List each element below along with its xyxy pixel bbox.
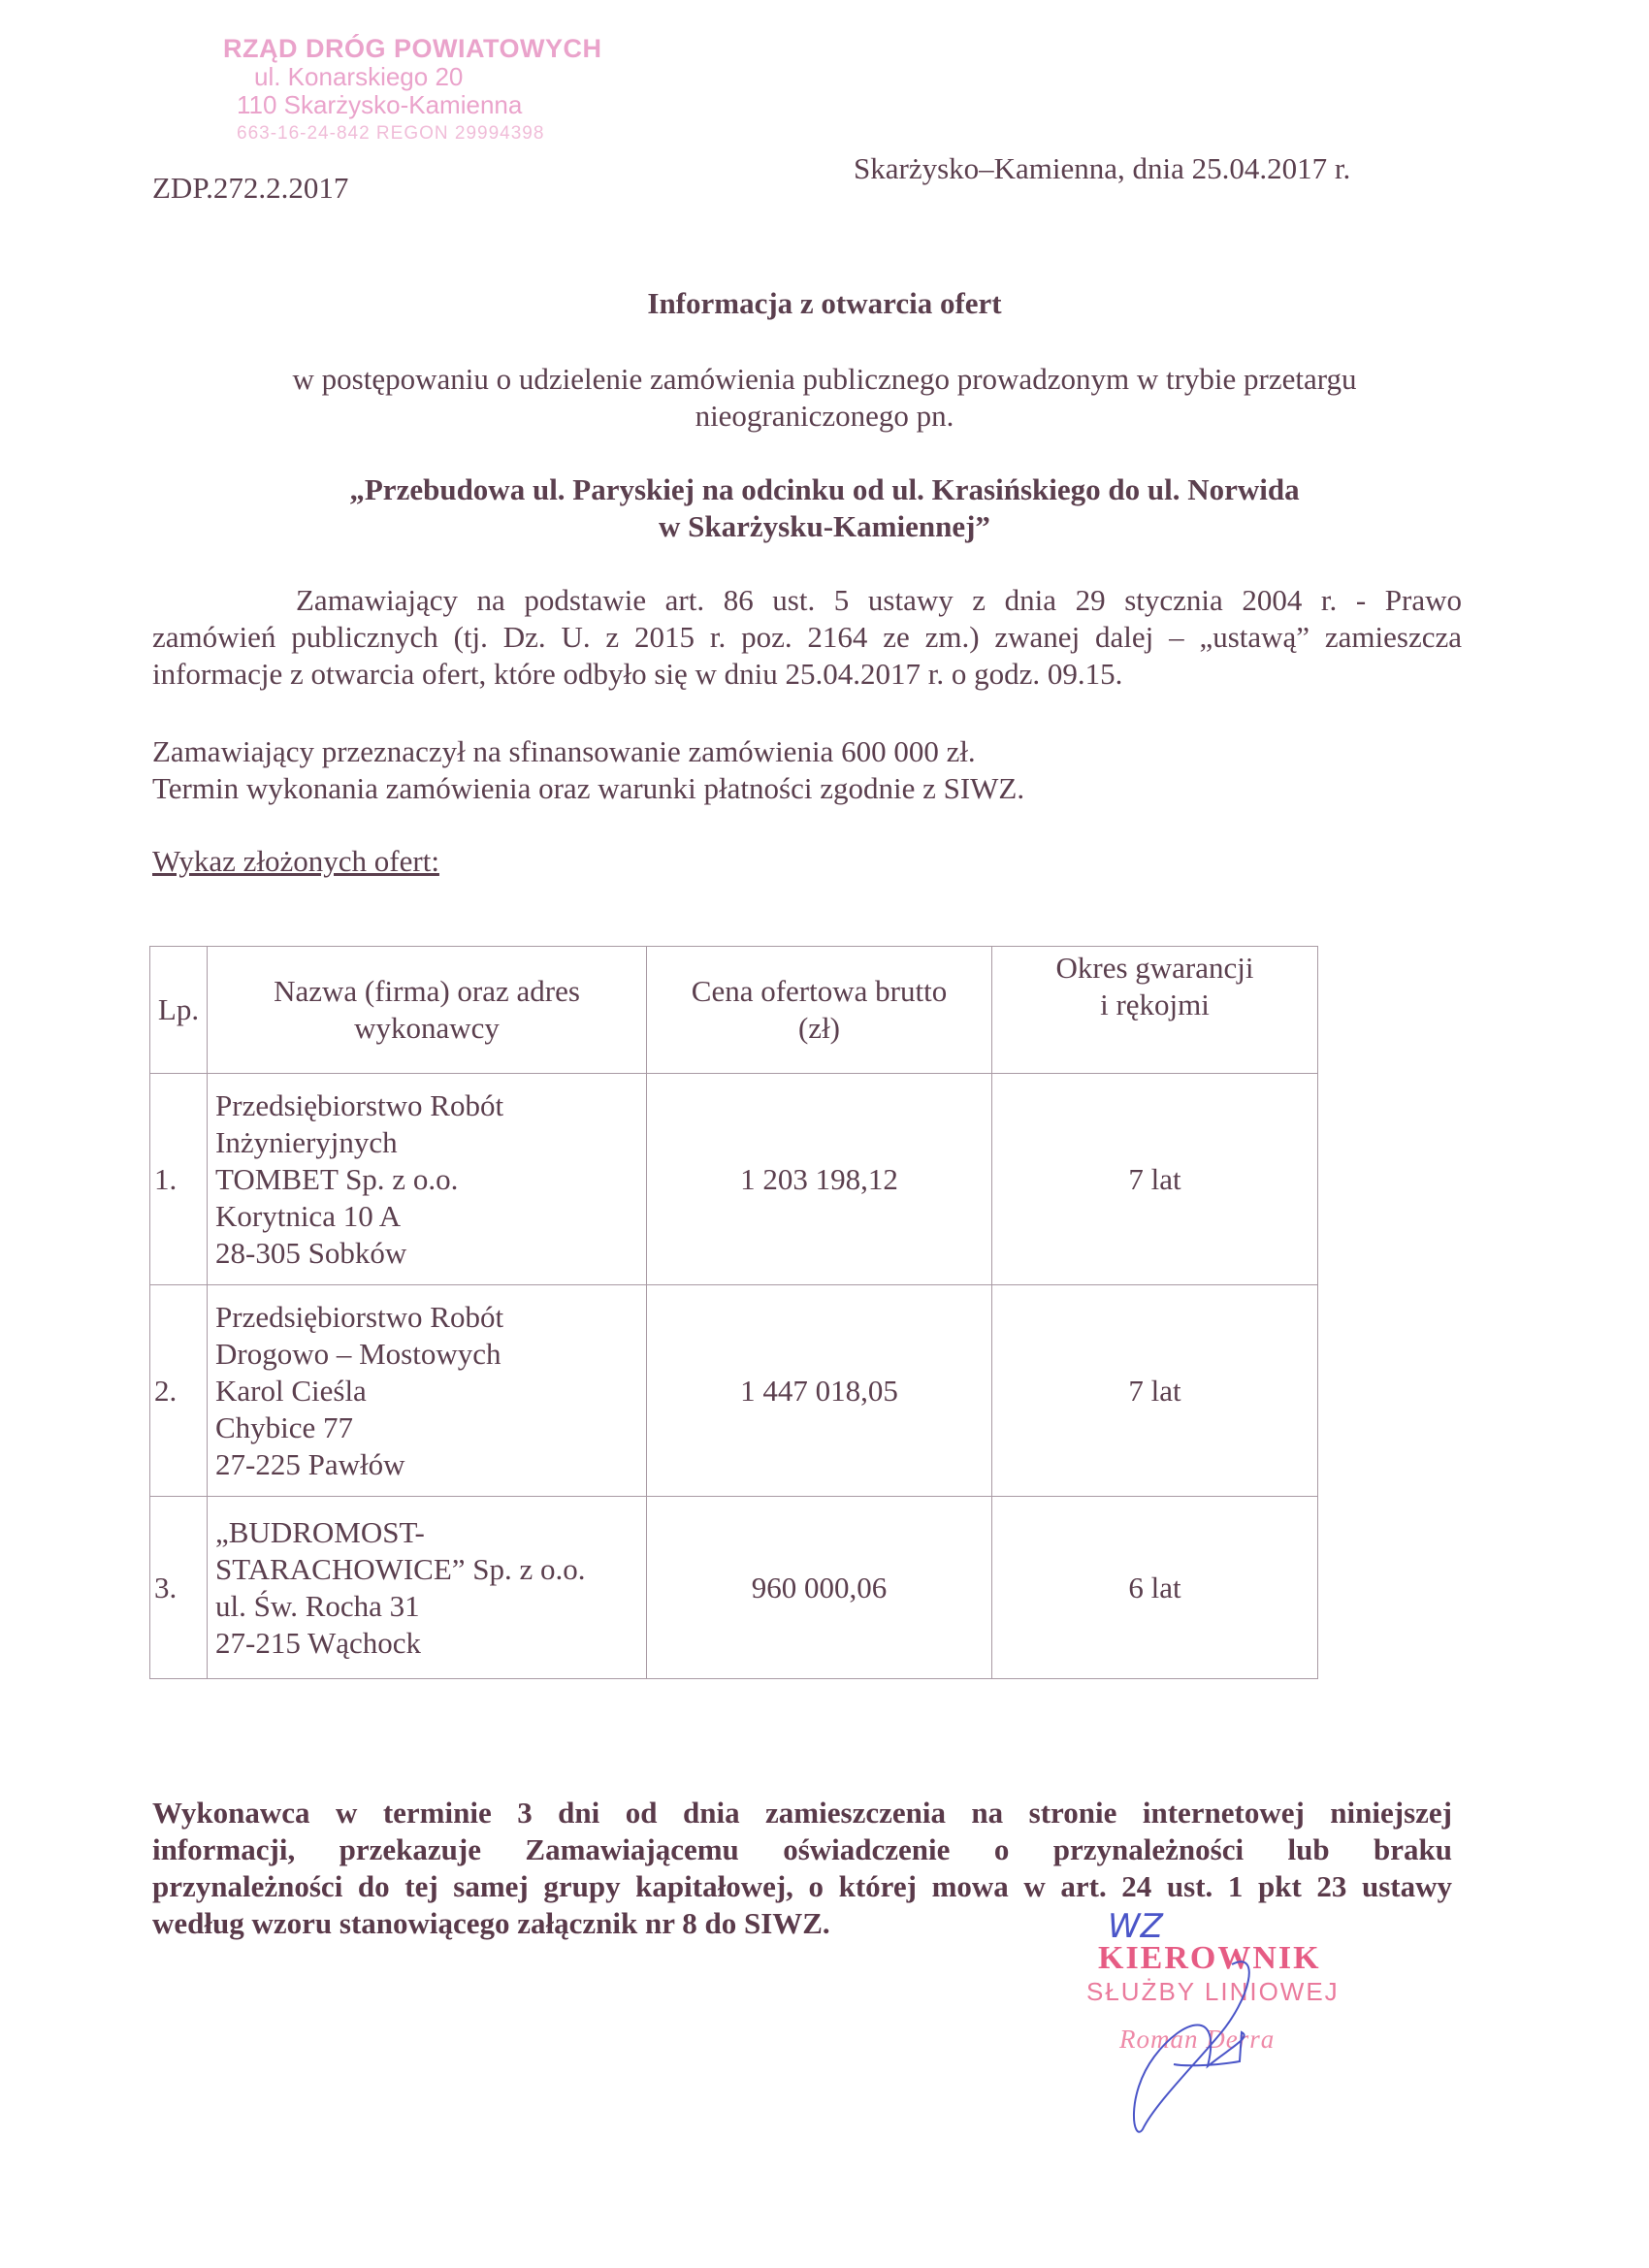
intro-line-2: zamówień publicznych (tj. Dz. U. z 2015 r. poz. 2164 ze zm.) zwanej dalej – „ustawą” zamieszcza: [152, 620, 1462, 654]
contractor-line: 27-225 Pawłów: [215, 1446, 405, 1481]
row-warranty: 6 lat: [992, 1497, 1318, 1679]
project-name-line-2: w Skarżysku-Kamiennej”: [659, 509, 990, 543]
row-lp: 2.: [150, 1285, 208, 1497]
contractor-line: ul. Św. Rocha 31: [215, 1588, 420, 1623]
row-contractor: [208, 1074, 647, 1285]
contractor-line: Drogowo – Mostowych: [215, 1336, 501, 1371]
notice-line-1: Wykonawca w terminie 3 dni od dnia zamieszczenia na stronie internetowej niniejszej: [152, 1796, 1452, 1830]
document-reference: ZDP.272.2.2017: [152, 171, 349, 205]
header-warranty-line-1: Okres gwarancji: [1055, 951, 1254, 985]
intro-paragraph: [152, 582, 1462, 693]
stamp-street: ul. Konarskiego 20: [254, 62, 464, 91]
table-row: [150, 1074, 1318, 1285]
header-price-line-2: (zł): [797, 1011, 841, 1045]
stamp-city: 110 Skarżysko-Kamienna: [237, 90, 523, 119]
offers-table: [149, 946, 1318, 1679]
header-contractor: [208, 947, 647, 1074]
header-warranty: [992, 947, 1318, 1074]
header-contractor-line-1: Nazwa (firma) oraz adres: [274, 974, 580, 1008]
budget-line: Zamawiający przeznaczył na sfinansowanie zamówienia 600 000 zł.: [152, 734, 976, 768]
subtitle-line-2: nieograniczonego pn.: [695, 399, 954, 433]
contractor-line: „BUDROMOST-: [215, 1514, 425, 1549]
notice-line-3: przynależności do tej samej grupy kapitałowej, o której mowa w art. 24 ust. 1 pkt 23 ustawy: [152, 1869, 1452, 1903]
place-and-date: Skarżysko–Kamienna, dnia 25.04.2017 r.: [854, 151, 1351, 185]
signature-stamp-name: Roman Derra: [1119, 2025, 1276, 2054]
document-title: Informacja z otwarcia ofert: [647, 286, 1002, 320]
contractor-line: 28-305 Sobków: [215, 1235, 407, 1270]
row-price: 1 203 198,12: [647, 1074, 992, 1285]
header-price: [647, 947, 992, 1074]
handwritten-initials: WZ: [1108, 1907, 1163, 1946]
signature-stamp-title: KIEROWNIK: [1098, 1940, 1321, 1976]
stamp-nip-regon: 663-16-24-842 REGON 29994398: [237, 123, 545, 144]
row-price: 960 000,06: [647, 1497, 992, 1679]
contractor-line: TOMBET Sp. z o.o.: [215, 1161, 459, 1196]
row-price: 1 447 018,05: [647, 1285, 992, 1497]
row-warranty: 7 lat: [992, 1285, 1318, 1497]
contractor-line: Przedsiębiorstwo Robót: [215, 1087, 504, 1122]
signature-stamp-unit: SŁUŻBY LINIOWEJ: [1086, 1977, 1340, 2006]
header-warranty-line-2: i rękojmi: [1100, 988, 1210, 1021]
header-price-line-1: Cena ofertowa brutto: [691, 974, 948, 1008]
signature-scribble-icon: [1116, 1940, 1310, 2134]
table-row: [150, 1285, 1318, 1497]
table-row: [150, 1497, 1318, 1679]
terms-line: Termin wykonania zamówienia oraz warunki płatności zgodnie z SIWZ.: [152, 771, 1025, 805]
notice-paragraph: [152, 1795, 1452, 1942]
subtitle-line-1: w postępowaniu o udzielenie zamówienia publicznego prowadzonym w trybie przetargu: [292, 362, 1357, 396]
institution-stamp: [223, 35, 601, 147]
row-lp: 1.: [150, 1074, 208, 1285]
contractor-line: Korytnica 10 A: [215, 1198, 402, 1233]
intro-line-3: informacje z otwarcia ofert, które odbyło się w dniu 25.04.2017 r. o godz. 09.15.: [152, 657, 1123, 691]
header-contractor-line-2: wykonawcy: [354, 1011, 500, 1045]
table-header-row: [150, 947, 1318, 1074]
contractor-line: Przedsiębiorstwo Robót: [215, 1299, 504, 1334]
intro-line-1: Zamawiający na podstawie art. 86 ust. 5 ustawy z dnia 29 stycznia 2004 r. - Prawo: [296, 583, 1462, 617]
contractor-line: Chybice 77: [215, 1409, 354, 1444]
notice-line-2: informacji, przekazuje Zamawiającemu oświadczenie o przynależności lub braku: [152, 1832, 1452, 1866]
header-lp: Lp.: [150, 947, 208, 1074]
offers-heading: Wykaz złożonych ofert:: [152, 844, 439, 878]
contractor-line: Karol Cieśla: [215, 1373, 367, 1408]
notice-line-4: według wzoru stanowiącego załącznik nr 8 do SIWZ.: [152, 1906, 830, 1940]
row-lp: 3.: [150, 1497, 208, 1679]
contractor-line: 27-215 Wąchock: [215, 1625, 422, 1660]
row-contractor: [208, 1285, 647, 1497]
project-name-line-1: „Przebudowa ul. Paryskiej na odcinku od ul. Krasińskiego do ul. Norwida: [349, 472, 1300, 506]
row-warranty: 7 lat: [992, 1074, 1318, 1285]
contractor-line: STARACHOWICE” Sp. z o.o.: [215, 1551, 586, 1586]
contractor-line: Inżynieryjnych: [215, 1124, 398, 1159]
stamp-institution-name: RZĄD DRÓG POWIATOWYCH: [223, 34, 602, 63]
row-contractor: [208, 1497, 647, 1679]
